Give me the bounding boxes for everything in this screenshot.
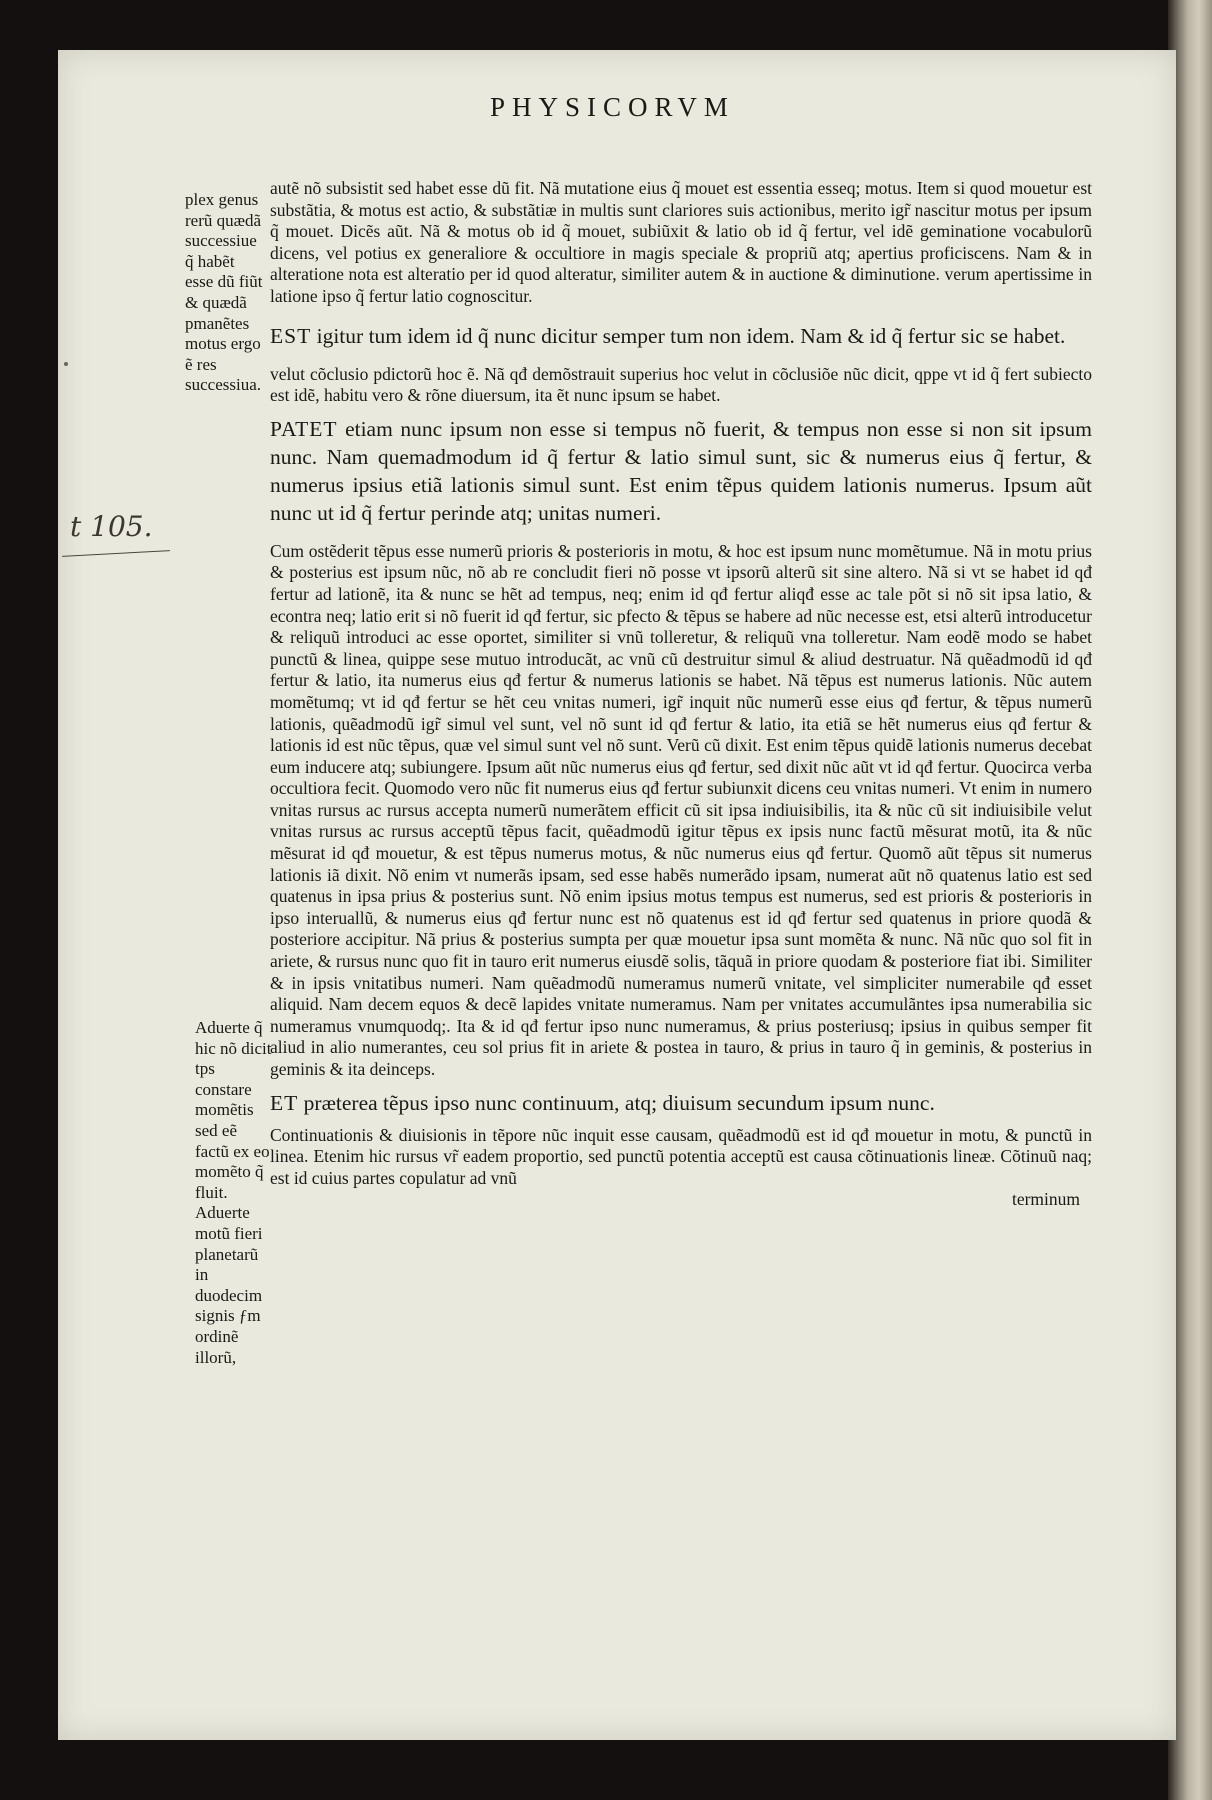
aristotle-text <box>270 322 1092 350</box>
commentary-paragraph <box>270 1125 1092 1190</box>
catchword-text: terminum <box>1011 1189 1080 1210</box>
commentary-paragraph <box>270 364 1092 407</box>
ink-dot <box>64 362 68 366</box>
aristotle-text <box>270 415 1092 527</box>
paragraph-text: etiam nunc ipsum non esse si tempus nõ fuerit, & tempus non esse si non sit ipsum nunc. Nam quemadmodum id q̃ fertur & latio simul sunt, sic & numerus eius q̃ fertur, & numerus ipsius etiã lationis simul sunt. Est enim tẽpus quidem lationis numerus. Ipsum aũt nunc ut id q̃ fertur perinde atq; unitas numeri. <box>270 416 1092 525</box>
initial-word: EST <box>270 323 312 348</box>
initial-word: ET <box>270 1090 299 1115</box>
aristotle-text <box>270 1089 1092 1117</box>
commentary-paragraph <box>270 178 1092 308</box>
paragraph-text: velut cõclusio pdictorũ hoc ẽ. Nã qđ demõstrauit superius hoc velut in cõclusiõe nũc dicit, qppe vt id q̃ fert subiecto est idẽ, habitu vero & rõne diuersum, ita ẽt nunc ipsum se habet. <box>270 363 1092 406</box>
handwritten-note: t 105. <box>70 510 153 543</box>
main-text <box>270 178 1092 1211</box>
paragraph-text: autẽ nõ subsistit sed habet esse dũ fit. Nã mutatione eius q̃ mouet est essentia esseq; motus. Item si quod mouetur est substãtia, & motus est actio, & substãtiæ in multis sunt clariores suis actionibus, merito igr̃ nascitur motus per ipsum q̃ mouet. Dicẽs aũt. Nã & motus ob id q̃ mouet, subiũxit & latio ob id q̃ fertur, vel idẽ geminatione vocabulorũ dicens, vel potius ex generaliore & occultiore in magis speciale & propriũ atq; apertius proficiscens. Nam & in alteratione nota est alteratio per id quod alteratur, similiter autem & in auctione & diminutione. verum apertissime in latione ipso q̃ fertur latio cognoscitur. <box>270 178 1092 306</box>
paragraph-text: Continuationis & diuisionis in tẽpore nũc inquit esse causam, quẽadmodũ est id qđ mouetur in motu, & punctũ in linea. Etenim hic rursus vr̃ eadem proportio, sed punctũ potentia acceptũ est causa cõtinuationis lineæ. Cõtinuũ naq; est id cuius partes copulatur ad vnũ <box>270 1124 1092 1188</box>
commentary-paragraph <box>270 541 1092 1081</box>
paragraph-text: præterea tẽpus ipso nunc continuum, atq; diuisum secundum ipsum nunc. <box>298 1090 935 1115</box>
margin-note-2: Aduerte q̃ hic nõ dicit tps constare momẽtis sed eẽ factũ ex eo momẽto q̃ fluit. Aduerte motũ fieri planetarũ in duodecim signis ƒm ordinẽ illorũ, <box>195 1018 272 1367</box>
paragraph-text: igitur tum idem id q̃ nunc dicitur semper tum non idem. Nam & id q̃ fertur sic se habet. <box>311 323 1066 348</box>
paragraph-text: Cum ostẽderit tẽpus esse numerũ prioris & posterioris in motu, & hoc est ipsum nunc momẽtumue. Nã in motu prius & posterius est ipsum nũc, nõ ab re concludit fieri nõ posse vt ipsorũ alterũ sit sine altero. Nã si vt se habet id qđ fertur ad lationẽ, ita & nunc se hẽt ad tempus, neq; enim id qđ fertur aliqđ esse ac tale põt si nõ sit ipsa latio, & econtra neq; latio erit si nõ fuerit id qđ fertur, sic pfecto & tẽpus se habere ad nũc necesse est, etsi alterũ introducetur & reliquũ introduci ac esse oportet, similiter si vnũ tolleretur, & reliquũ vna tolleretur. Nam eodẽ modo se habet punctũ & linea, quippe sese mutuo introducãt, ac vnũ cũ destruitur simul & aliud destruatur. Nã quẽadmodũ id qđ fertur & latio, ita numerus eius qđ fertur & numerus lationis se habet. Nã tẽpus est numerus lationis. Nũc autem momẽtumq; vt id qđ fertur se hẽt ceu vnitas numeri, igr̃ inquit nũc numerũ esse eius qđ fertur, & tẽpus numerũ lationis, quẽadmodũ igr̃ simul vel sunt, vel nõ sunt id qđ fertur & latio, ita etiã se hẽt numerus eius qđ fertur & lationis id est nũc tẽpus, quæ vel simul sunt vel nõ sunt. Verũ cũ dixit. Est enim tẽpus quidẽ lationis numerus decebat eum inducere atq; subiungere. Ipsum aũt nũc numerus eius qđ fertur, sed dixit nũc aũt vt id qđ fertur. Quocirca verba occultiora fecit. Quomodo vero nũc fit numerus eius qđ fertur subiunxit dicens ceu vnitas numeri. Vt enim in numero vnitas rursus ac rursus accepta numerũ numerãtem efficit cũ sit ipsa indiuisibilis, ita & nũc cũ sit indiuisibile velut vnitas rursus ac rursus acceptũ tẽpus facit, quẽadmodũ igitur tẽpus ex ipsis nunc factũ mẽsurat motũ, ita & nũc mẽsurat id qđ mouetur, & est tẽpus numerus motus, & nũc numerus eius qđ fertur. Quomõ aũt tẽpus sit numerus lationis iã dixit. Nõ enim vt numerãs ipsam, sed esse habẽs numerãdo ipsam, numerat aũt nõ quatenus latio est sed quatenus in ipsa prius & posterius sunt. Nõ enim ipsius motus tempus est numerus, sed est prioris & posterioris in ipso interuallũ, & numerus eius qđ fertur nunc est nõ quatenus est id qđ fertur sed quatenus in priore quodã & posteriore accipitur. Nã prius & posterius sumpta per quæ mouetur ipsa sunt momẽta & nunc. Nã nũc quo sol fit in ariete, & rursus nunc quo fit in tauro erit numerus eiusdẽ solis, tãquã in priore quodam & posteriore fiat ibi. Similiter & in ipsis vnitatibus numeri. Nam quẽadmodũ numeramus numerũ vnitate, vel simpliciter numerabile qđ esset aliquid. Nam decem equos & decẽ lapides vnitate numeramus. Nam per vnitates accumulãntes ipsa numerabilia sic numeramus vnumquodq;. Ita & id qđ fertur ipso nunc numeramus, & prius posteriusq; ipsius in quibus semper fit aliud in alio numerantes, ceu sol prius fit in ariete & postea in tauro, & prius in tauro q̃ in geminis, & posterius in geminis & ita deinceps. <box>270 540 1092 1079</box>
initial-word: PATET <box>270 416 338 441</box>
running-head: PHYSICORVM <box>490 92 735 122</box>
catchword <box>270 1189 1092 1211</box>
margin-note-1: plex genus rerũ quædã successiue q̃ habẽt esse dũ fiũt & quædã pmanẽtes motus ergo ẽ res successiua. <box>185 190 263 395</box>
